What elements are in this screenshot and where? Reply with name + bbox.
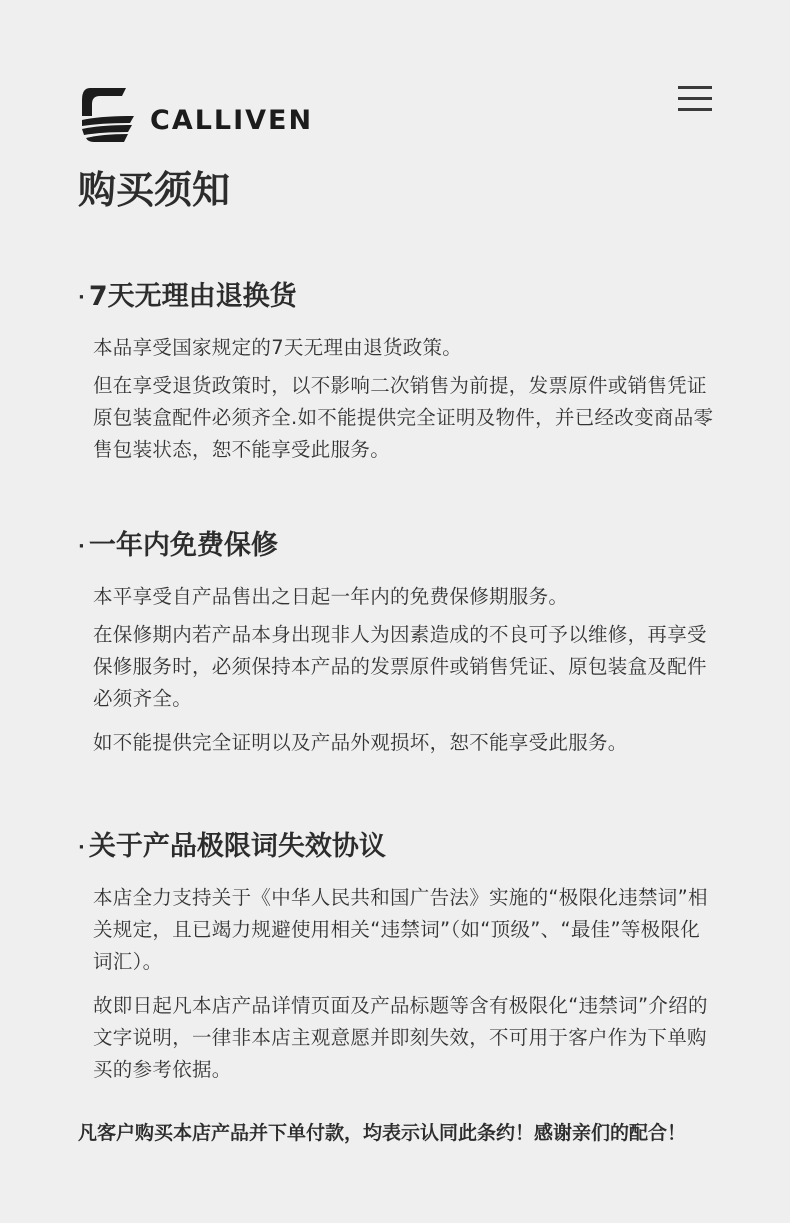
paragraph: 本店全力支持关于《中华人民共和国广告法》实施的“极限化违禁词”相关规定，且已竭力规避使用相关“违禁词”（如“顶级”、“最佳”等极限化词汇）。: [93, 885, 708, 973]
section-heading: · 一年内免费保修: [78, 530, 278, 561]
section-warranty: [78, 528, 718, 759]
section-return-policy: [78, 279, 718, 466]
header: [80, 86, 712, 146]
section-heading: · 7天无理由退换货: [78, 281, 297, 312]
brand-name: CALLIVEN: [150, 105, 314, 136]
hamburger-menu-icon[interactable]: [678, 86, 712, 112]
paragraph: 故即日起凡本店产品详情页面及产品标题等含有极限化“违禁词”介绍的文字说明，一律非本店主观意愿并即刻失效，不可用于客户作为下单购买的参考依据。: [93, 993, 708, 1081]
paragraph: 但在享受退货政策时，以不影响二次销售为前提，发票原件或销售凭证原包装盒配件必须齐全.如不能提供完全证明及物件，并已经改变商品零售包装状态，恕不能享受此服务。: [93, 373, 714, 461]
paragraph: 在保修期内若产品本身出现非人为因素造成的不良可予以维修，再享受保修服务时，必须保持本产品的发票原件或销售凭证、原包装盒及配件必须齐全。: [93, 622, 707, 710]
paragraph: 本品享受国家规定的7天无理由退货政策。: [93, 335, 463, 359]
page-title: 购买须知: [78, 168, 231, 212]
section-prohibited-words: [78, 829, 718, 1086]
calliven-logo-icon: [80, 86, 136, 144]
footer-note: 凡客户购买本店产品并下单付款，均表示认同此条约！感谢亲们的配合！: [78, 1122, 687, 1144]
paragraph: 本平享受自产品售出之日起一年内的免费保修期服务。: [93, 584, 569, 608]
paragraph: 如不能提供完全证明以及产品外观损坏，恕不能享受此服务。: [93, 730, 628, 754]
section-heading: · 关于产品极限词失效协议: [78, 831, 386, 862]
